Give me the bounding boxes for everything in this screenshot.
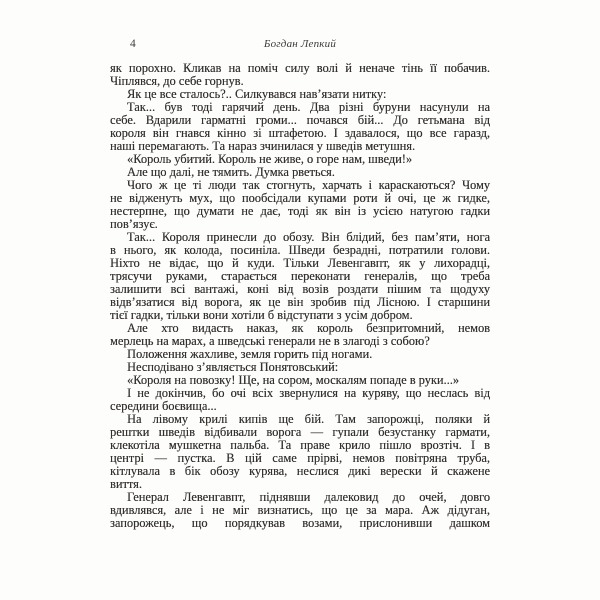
text-line: середини боєвища...	[110, 399, 217, 413]
text-line: залишити всі вантажі, коні від возів роздати пішим та щодуху	[110, 282, 490, 296]
text-line: Генерал Левенгавпт, піднявши далековид до очей, довго	[127, 490, 490, 504]
text-line: пов’язує.	[110, 217, 158, 231]
text-line: І не докінчив, бо очі всіх звернулися на куряву, що неслась від	[127, 386, 490, 400]
text-line: Так... Короля принесли до обозу. Він блідий, без пам’яти, нога	[127, 230, 490, 244]
text-line: наші перемагають. Та нараз зчинилася у шведів метушня.	[110, 139, 416, 153]
page-number: 4	[130, 38, 136, 50]
text-line: трясучи руками, старається переконати генералів, що треба	[110, 269, 490, 283]
text-line: Ніхто не відає, що й куди. Тільки Левенгавпт, як у лихорадці,	[110, 256, 490, 270]
text-line: центрі — пустка. В цій саме прірві, немов повітряна труба,	[110, 451, 490, 465]
text-line: нестерпне, що думати не дає, тоді як він із усією натугою гадки	[110, 204, 490, 218]
text-line: Як це все сталось?.. Силкувався нав’язати нитку:	[127, 87, 387, 101]
text-line: «Король убитий. Король не живе, о горе нам, шведи!»	[127, 152, 413, 166]
text-line: Чого ж це ті люди так стогнуть, харчать і караскаються? Чому	[127, 178, 490, 192]
text-line: Положення жахливе, земля горить під ногами.	[127, 347, 373, 361]
text-line: Але хто видасть наказ, як король безпритомний, немов	[127, 321, 490, 335]
text-line: себе. Вдарили гарматні громи... почався бій... До гетьмана від	[110, 113, 490, 127]
text-line: Чіплявся, до себе горнув.	[110, 74, 244, 88]
text-line: мерлець на марах, а шведські генерали не в злагоді з собою?	[110, 334, 430, 348]
page-header	[110, 37, 490, 51]
text-line: вдивлявся, але і не міг визнатись, що це за мара. Аж дідуган,	[110, 503, 490, 517]
text-line: відв’язатися від ворога, як це він зробив під Лісною. І старшини	[110, 295, 490, 309]
text-line: рештки шведів відбивали ворога — гупали безустанку гармати,	[110, 425, 490, 439]
text-line: На лівому крилі кипів ще бій. Там запорожці, поляки й	[127, 412, 490, 426]
text-line: клекотіла мушкетна пальба. Та праве крило пішло врозтіч. І в	[110, 438, 490, 452]
text-line: як порохно. Кликав на поміч силу волі й неначе тінь її побачив.	[110, 61, 490, 75]
text-line: виття.	[110, 477, 142, 491]
text-line: «Короля на повозку! Ще, на сором, москалям попаде в руки...»	[127, 373, 460, 387]
text-line: не відженуть мух, що пообсідали купами роти й очі, це ж гидке,	[110, 191, 490, 205]
text-line: короля він гнався кінно зі штафетою. І здавалося, що все гаразд,	[110, 126, 490, 140]
text-line: Несподівано з’являється Понятовський:	[127, 360, 339, 374]
text-line: Але що далі, не тямить. Думка рветься.	[127, 165, 335, 179]
text-line: запорожець, що порядкував возами, прислонивши дашком	[110, 516, 490, 530]
text-line: тієї гадки, тільки вони хотіли б відступати з усім добром.	[110, 308, 413, 322]
text-line: в нього, як колода, посиніла. Шведи безрадні, потратили голови.	[110, 243, 490, 257]
text-line: кітлувала в бік обозу курява, неслися дикі верески й скажене	[110, 464, 490, 478]
body-text	[110, 62, 490, 530]
text-line: Так... був тоді гарячий день. Два різні буруни насунули на	[127, 100, 490, 114]
running-header-title: Богдан Лепкий	[263, 38, 337, 50]
